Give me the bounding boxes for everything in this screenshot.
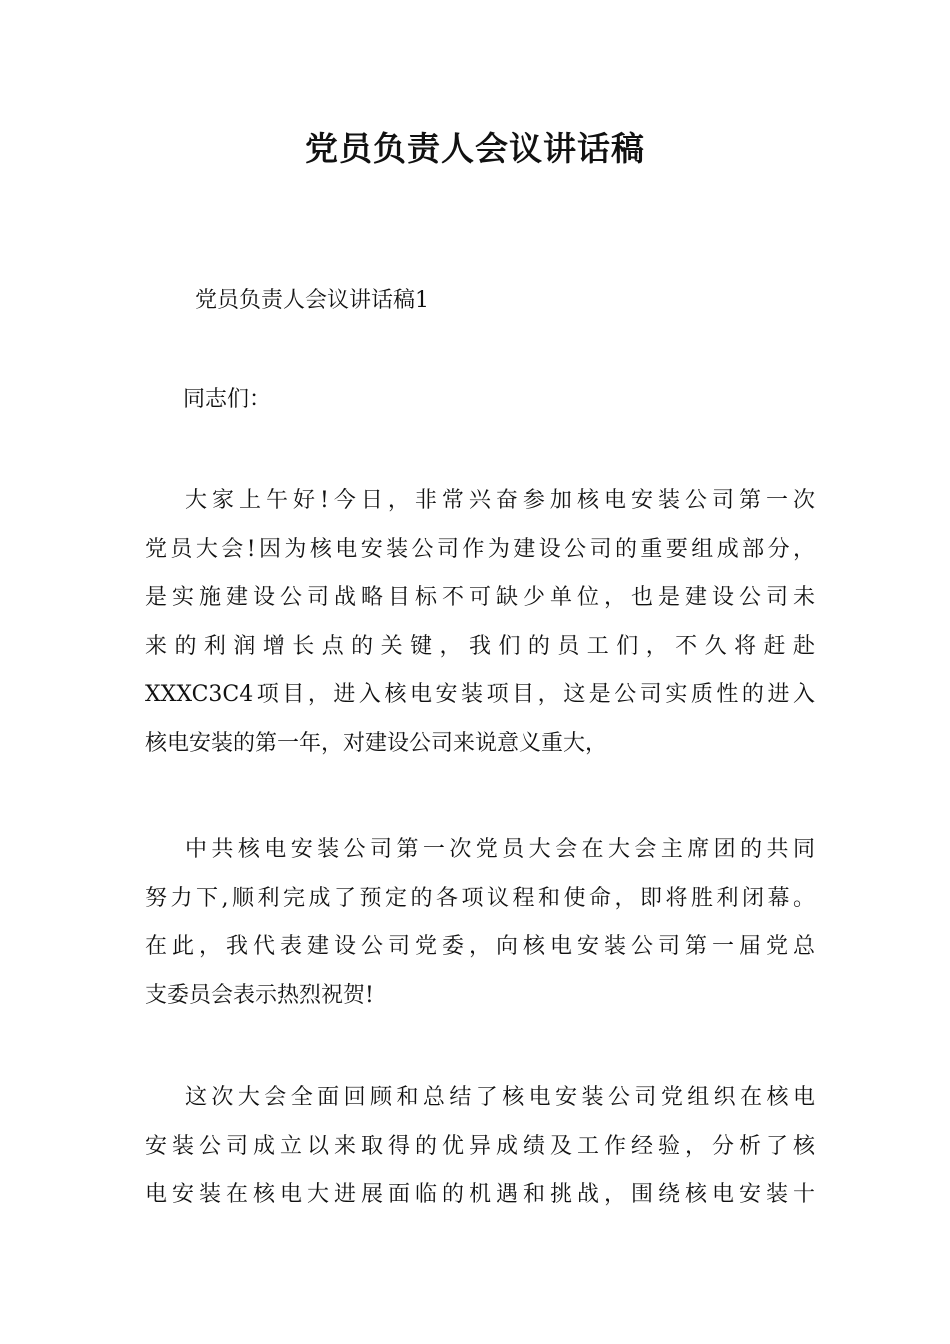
paragraph-line: 中共核电安装公司第一次党员大会在大会主席团的共同 [185, 837, 815, 862]
paragraph-line: 在此，我代表建设公司党委，向核电安装公司第一届党总 [145, 934, 815, 960]
paragraph-line: 努力下,顺利完成了预定的各项议程和使命，即将胜利闭幕。 [145, 885, 815, 911]
paragraph-line: 核电安装的第一年，对建设公司来说意义重大， [145, 730, 608, 756]
paragraph-2 [145, 826, 815, 1020]
paragraph-3 [145, 1074, 815, 1220]
paragraph-line: 大家上午好!今日，非常兴奋参加核电安装公司第一次 [185, 488, 815, 513]
paragraph-line: 支委员会表示热烈祝贺! [145, 982, 374, 1008]
document-subtitle: 党员负责人会议讲话稿1 [195, 288, 429, 313]
paragraph-line: 是实施建设公司战略目标不可缺少单位，也是建设公司未 [145, 585, 815, 611]
document-title: 党员负责人会议讲话稿 [305, 129, 645, 168]
paragraph-line: XXXC3C4项目，进入核电安装项目，这是公司实质性的进入 [145, 682, 815, 708]
greeting-line: 同志们： [183, 387, 272, 412]
paragraph-1 [145, 477, 815, 769]
paragraph-line: 这次大会全面回顾和总结了核电安装公司党组织在核电 [185, 1085, 815, 1110]
paragraph-line: 党员大会!因为核电安装公司作为建设公司的重要组成部分， [145, 536, 815, 562]
paragraph-line: 来的利润增长点的关键，我们的员工们，不久将赶赴 [145, 633, 815, 659]
paragraph-line: 安装公司成立以来取得的优异成绩及工作经验，分析了核 [145, 1133, 815, 1159]
paragraph-line: 电安装在核电大进展面临的机遇和挑战，围绕核电安装十 [145, 1182, 815, 1208]
